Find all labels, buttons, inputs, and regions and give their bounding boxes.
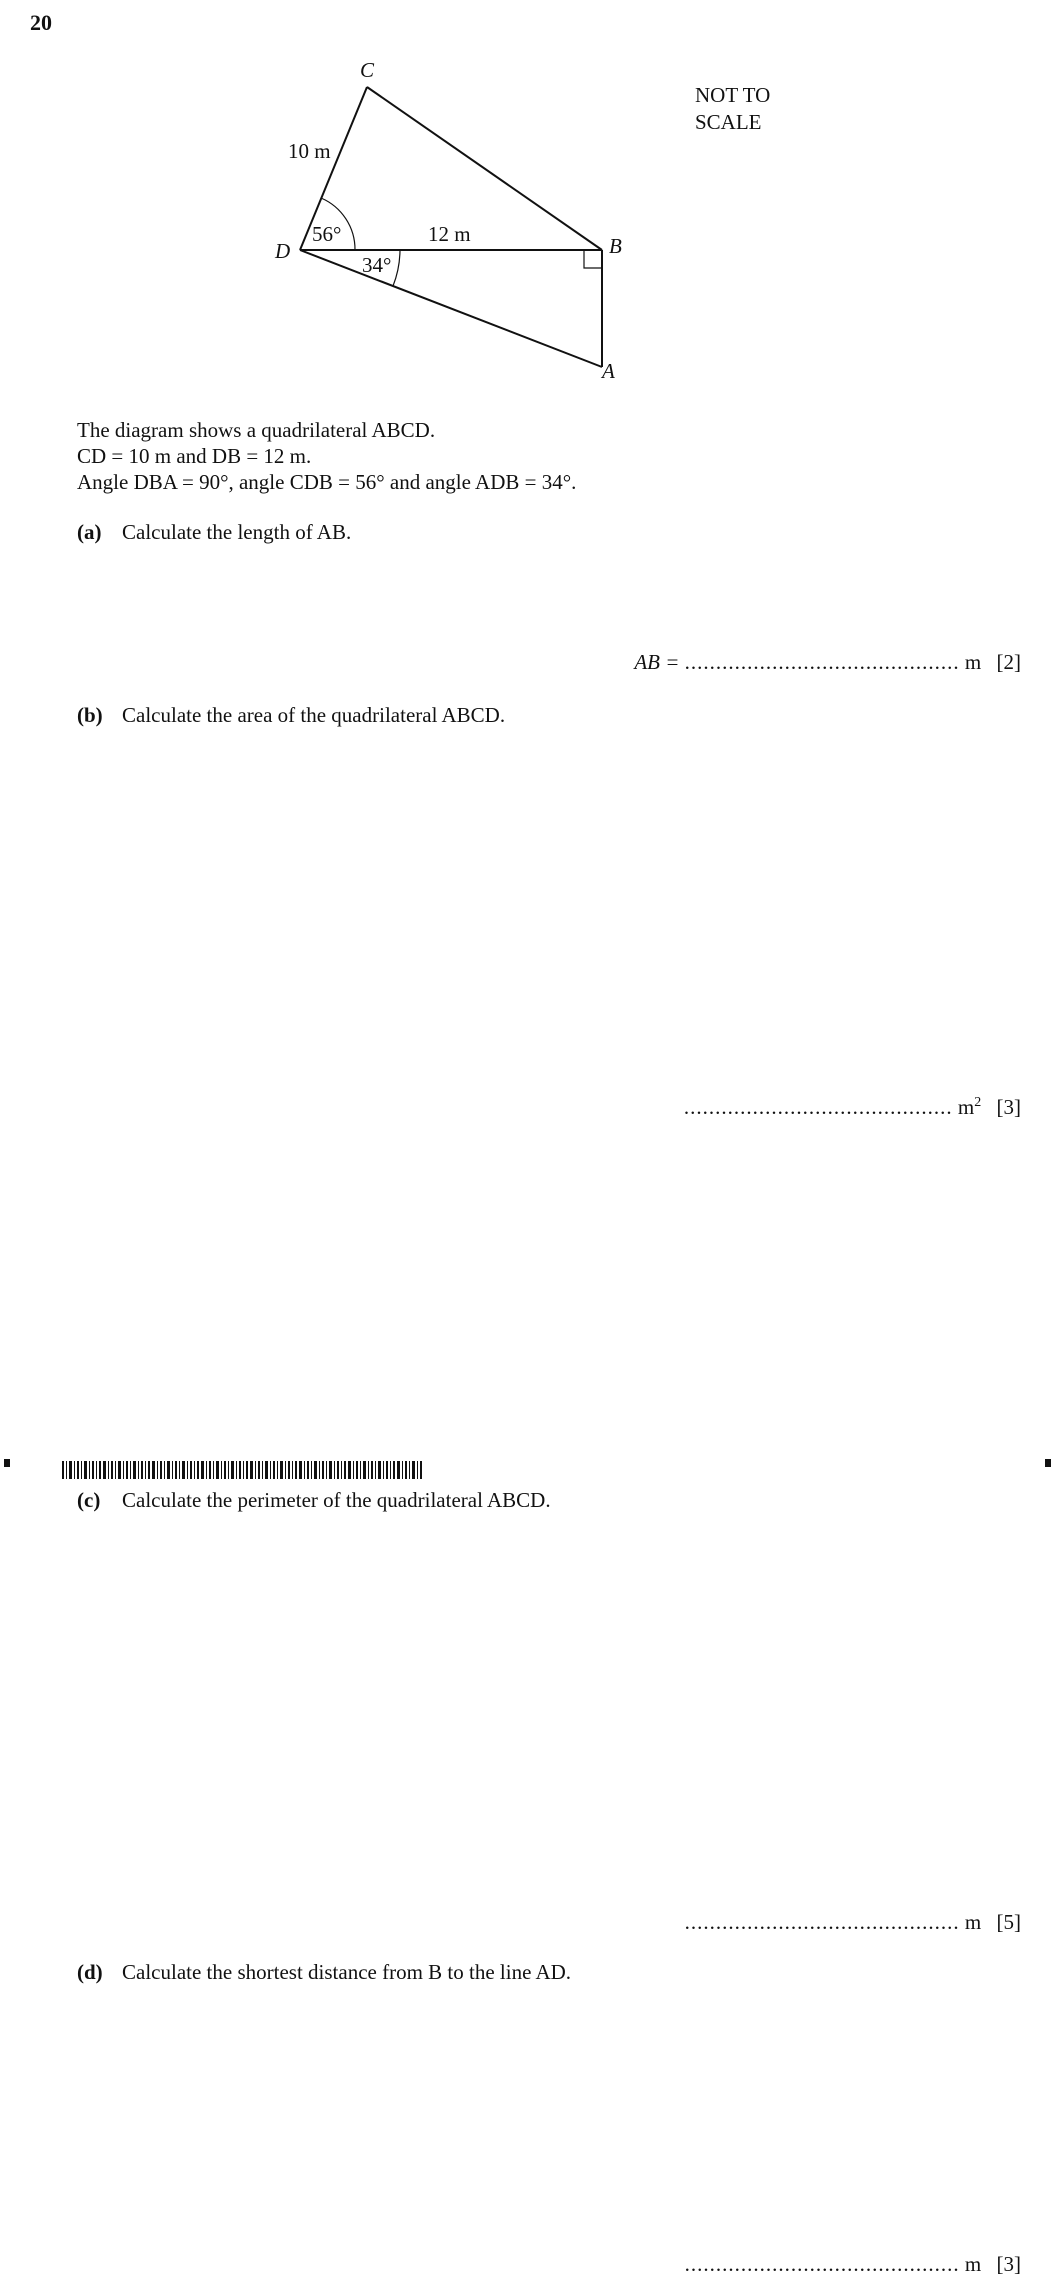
intro-line-2: CD = 10 m and DB = 12 m. <box>77 444 312 468</box>
part-b-unit: m <box>957 1095 975 1119</box>
part-b-unit-sup: 2 <box>974 1095 982 1110</box>
length-DB-label: 12 m <box>428 222 471 246</box>
part-a-answer-dots: ............................................ <box>684 650 960 674</box>
part-b-answer-dots: ........................................... <box>683 1095 953 1119</box>
quadrilateral-diagram <box>262 55 642 395</box>
part-c-question <box>77 1488 551 1513</box>
angle-CDB-label: 56° <box>312 222 342 246</box>
page-number: 20 <box>30 10 52 35</box>
part-b-label: (b) <box>77 703 103 727</box>
part-d-question <box>77 1960 571 1985</box>
part-b-text: Calculate the area of the quadrilateral ABCD. <box>122 703 506 727</box>
left-edge-mark <box>4 1459 10 1467</box>
part-d-text: Calculate the shortest distance from B to the line AD. <box>122 1960 572 1984</box>
part-c-marks: [5] <box>996 1910 1021 1934</box>
length-CD-label: 10 m <box>288 139 331 163</box>
part-a-label: (a) <box>77 520 102 544</box>
not-to-scale-note <box>695 82 815 136</box>
part-a-answer-line[interactable] <box>634 650 1021 675</box>
vertex-A-label: A <box>602 359 615 383</box>
part-c-answer-line[interactable] <box>685 1910 1021 1935</box>
part-b-marks: [3] <box>996 1095 1021 1119</box>
part-c-text: Calculate the perimeter of the quadrilateral ABCD. <box>122 1488 551 1512</box>
question-intro <box>77 417 576 495</box>
part-b-answer-line[interactable] <box>684 1095 1021 1120</box>
part-a-text: Calculate the length of AB. <box>122 520 352 544</box>
side-CB <box>367 87 602 250</box>
part-c-answer-dots: ............................................ <box>684 1910 960 1934</box>
right-edge-mark <box>1045 1459 1051 1467</box>
part-d-unit: m <box>964 2252 982 2276</box>
side-DA <box>300 250 602 367</box>
right-angle-marker <box>584 250 602 268</box>
part-d-answer-line[interactable] <box>685 2252 1021 2277</box>
part-a-question <box>77 520 351 545</box>
part-d-marks: [3] <box>996 2252 1021 2276</box>
intro-line-1: The diagram shows a quadrilateral ABCD. <box>77 418 436 442</box>
part-c-label: (c) <box>77 1488 101 1512</box>
part-a-marks: [2] <box>996 650 1021 674</box>
vertex-B-label: B <box>609 234 622 258</box>
not-to-scale-line1: NOT TO <box>695 83 771 107</box>
part-a-answer-prefix: AB = <box>634 650 680 674</box>
part-c-unit: m <box>964 1910 982 1934</box>
part-d-answer-dots: ............................................ <box>684 2252 960 2276</box>
intro-line-3: Angle DBA = 90°, angle CDB = 56° and angle ADB = 34°. <box>77 470 577 494</box>
angle-arc-34 <box>393 250 400 286</box>
angle-ADB-label: 34° <box>362 253 392 277</box>
not-to-scale-line2: SCALE <box>695 110 762 134</box>
page-barcode <box>62 1461 422 1479</box>
part-b-question <box>77 703 505 728</box>
part-d-label: (d) <box>77 1960 103 1984</box>
part-a-unit: m <box>964 650 982 674</box>
vertex-D-label: D <box>275 239 291 263</box>
vertex-C-label: C <box>360 58 375 82</box>
